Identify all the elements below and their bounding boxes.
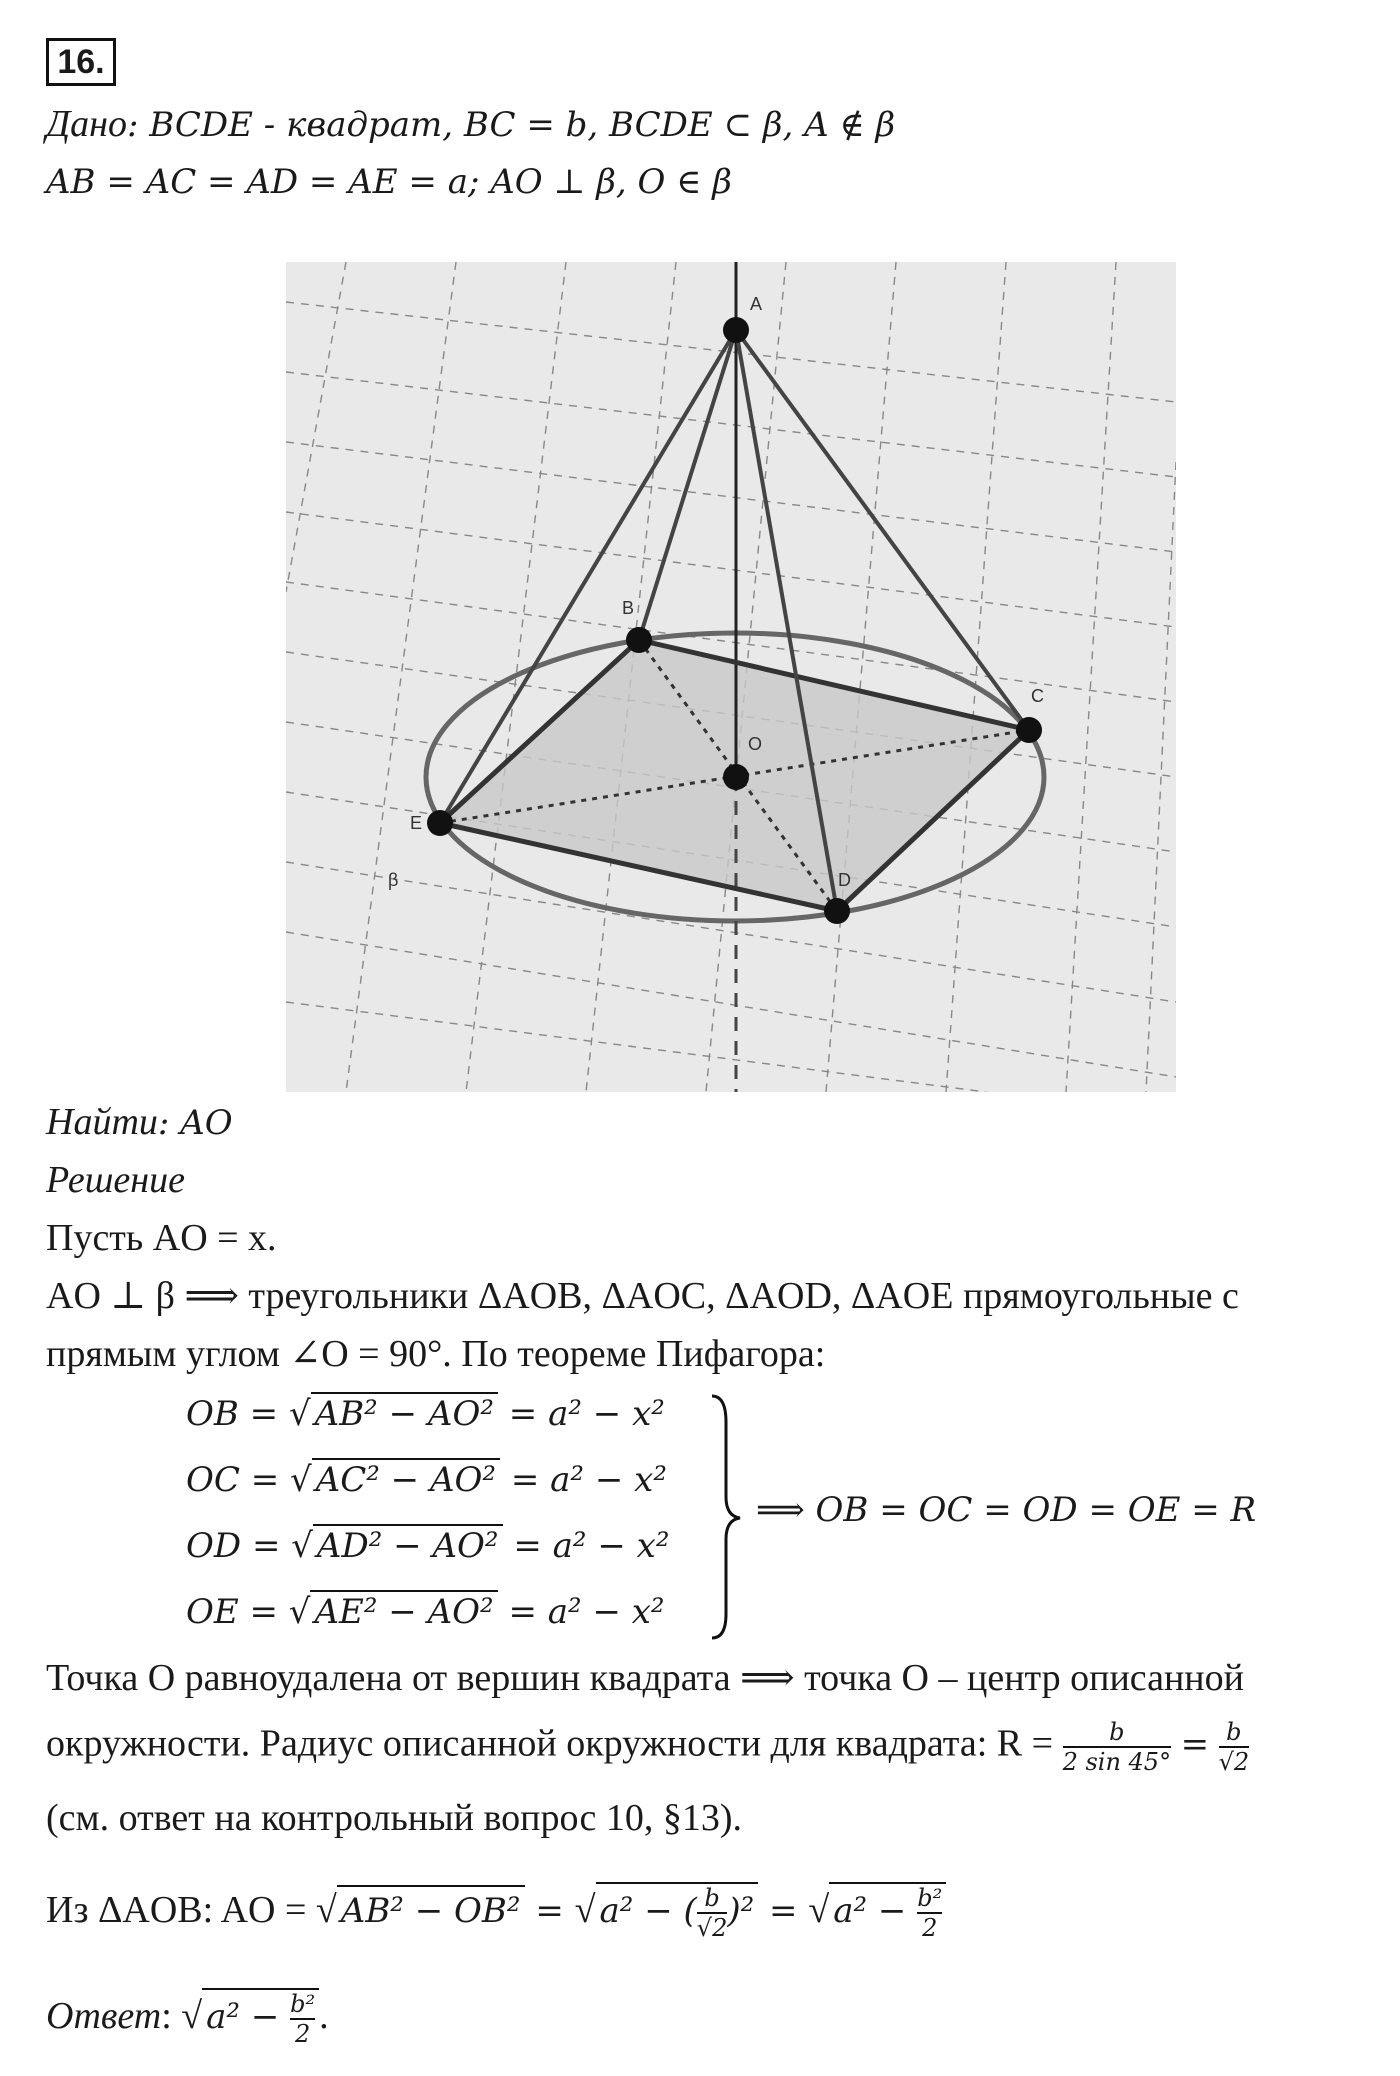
given-label: Дано [46,103,128,145]
fraction-r1: $\frac{b}{2 \sin 45^\circ}$ [1062,1718,1172,1776]
label-a: A [750,294,763,314]
given-text-1: : BCDE - квадрат, BC = b, BCDE ⊂ β, A ∉ β [127,105,896,145]
find-label: Найти [46,1101,158,1143]
equation-od: OD = √ AD² − AO² = a² − x² [186,1526,670,1566]
label-b: B [622,598,635,618]
answer-label: Ответ [46,1995,162,2037]
final-formula: Из ΔAOB: AO = √ AB² − OB² = √ a² − ( $\frac{b}{√2}$ )² = √ a² − $\frac{\text{b²}}{2}$ [46,1882,946,1942]
equation-system [186,1392,669,1656]
label-beta: β [388,870,399,890]
conclusion: ⟹ OB = OC = OD = OE = R [756,1490,1257,1530]
equation-oc: OC = √ AC² − AO² = a² − x² [186,1460,667,1500]
equation-ob: OB = √ AB² − AO² = a² − x² [186,1394,665,1434]
label-o: O [748,734,763,754]
right-brace [706,1392,746,1642]
answer-value: a² − $\frac{\text{b²}}{2}$ [202,1988,319,2048]
solution-line-2: прямым углом ∠O = 90°. По теореме Пифагора: [46,1333,826,1375]
paragraph-1: Точка O равноудалена от вершин квадрата ⟹ точка O – центр описанной [46,1657,1244,1699]
problem-number: 16. [46,38,116,86]
equation-oe: OE = √ AE² − AO² = a² − x² [186,1592,665,1632]
find-value: : AO [157,1103,233,1143]
fraction-r2: $\frac{b}{√2}$ [1218,1718,1250,1776]
paragraph-2: окружности. Радиус описанной окружности для квадрата: R = $\frac{b}{2 \sin 45^\circ}$ = $\frac{b}{√2}$ [46,1718,1250,1776]
pyramid-figure [286,262,1176,1092]
solution-label: Решение [46,1159,185,1201]
find-line [46,1098,233,1147]
label-c: C [1031,686,1044,706]
solution-line-1: AO ⊥ β ⟹ треугольники ΔAOB, ΔAOC, ΔAOD, ΔAOE прямоугольные с [46,1275,1239,1317]
answer-line: Ответ: √ a² − $\frac{\text{b²}}{2}$ . [46,1990,329,2048]
let-line: Пусть AO = x. [46,1217,277,1259]
paragraph-3: (см. ответ на контрольный вопрос 10, §13). [46,1797,742,1839]
label-e: E [410,813,423,833]
label-d: D [838,870,851,890]
given-line-2: AB = AC = AD = AE = a; AO ⊥ β, O ∈ β [46,162,732,202]
given-line-1 [46,100,895,149]
